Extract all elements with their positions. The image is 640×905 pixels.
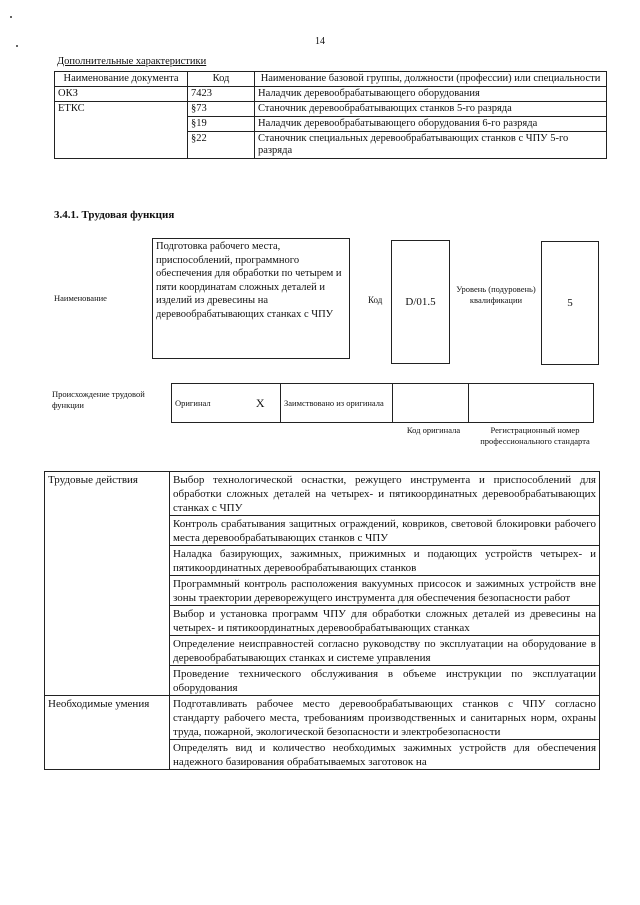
action-item: Выбор и установка программ ЧПУ для обработки сложных деталей из древесины на четырех- и пятикоординатных деревообрабатывающих станках — [170, 606, 600, 636]
qualification-level: 5 — [541, 241, 599, 365]
cell-code: §73 — [188, 102, 255, 117]
function-name: Подготовка рабочего места, приспособлений, программного обеспечения для обработки по четырем и пяти координатам сложных деталей и изделий из древесины на деревообрабатывающих станках с ЧПУ — [152, 238, 350, 359]
table-row — [45, 740, 600, 770]
table-row — [45, 546, 600, 576]
header-name: Наименование базовой группы, должности (профессии) или специальности — [255, 72, 607, 87]
cell-doc — [55, 117, 188, 132]
table-row — [45, 472, 600, 516]
action-item: Контроль срабатывания защитных ограждений, ковриков, световой блокировки рабочего места деревообрабатывающих станков с ЧПУ — [170, 516, 600, 546]
cell-name: Наладчик деревообрабатывающего оборудования — [255, 87, 607, 102]
cell-name: Станочник специальных деревообрабатывающих станков с ЧПУ 5-го разряда — [255, 132, 607, 159]
action-item: Проведение технического обслуживания в объеме инструкции по эксплуатации оборудования — [170, 666, 600, 696]
cell-code: 7423 — [188, 87, 255, 102]
origin-code-cell — [393, 384, 469, 423]
cell-doc — [55, 132, 188, 159]
additional-table — [54, 71, 607, 159]
scan-speck — [10, 16, 12, 18]
table-row — [45, 696, 600, 740]
cell-name: Станочник деревообрабатывающих станков 5-го разряда — [255, 102, 607, 117]
origin-table — [171, 383, 594, 423]
table-row — [45, 606, 600, 636]
origin-mark: X — [241, 384, 281, 423]
actions-label: Трудовые действия — [45, 472, 170, 516]
skill-item: Определять вид и количество необходимых зажимных устройств для обеспечения надежного базирования обрабатываемых заготовок на — [170, 740, 600, 770]
section-heading: 3.4.1. Трудовая функция — [54, 209, 175, 221]
action-item: Определение неисправностей согласно руководству по эксплуатации на оборудование в деревообрабатывающих станках и системе управления — [170, 636, 600, 666]
skill-item: Подготавливать рабочее место деревообрабатывающих станков с ЧПУ согласно стандарту рабочего места, требованиям производственных и санитарных норм, охраны труда, пожарной, экологической безопасности и электробезопасности — [170, 696, 600, 740]
action-item: Наладка базирующих, зажимных, прижимных и подающих устройств четырех- и пятикоординатных деревообрабатывающих станков — [170, 546, 600, 576]
table-row — [45, 666, 600, 696]
table-header-row — [55, 72, 607, 87]
skills-label: Необходимые умения — [45, 696, 170, 740]
cell-code: §19 — [188, 117, 255, 132]
origin-label: Происхождение трудовой функции — [52, 389, 145, 410]
header-code: Код — [188, 72, 255, 87]
additional-caption: Дополнительные характеристики — [57, 56, 207, 67]
action-item: Выбор технологической оснастки, режущего инструмента и приспособлений для обработки сложных деталей на четырех- и пятикоординатных деревообрабатывающих станках с ЧПУ — [170, 472, 600, 516]
original-code-caption: Код оригинала — [406, 425, 461, 435]
header-doc: Наименование документа — [55, 72, 188, 87]
registration-caption: Регистрационный номер профессионального стандарта — [480, 425, 590, 446]
table-row — [55, 102, 607, 117]
cell-name: Наладчик деревообрабатывающего оборудования 6-го разряда — [255, 117, 607, 132]
table-row — [45, 576, 600, 606]
cell-doc: ЕТКС — [55, 102, 188, 117]
origin-borrowed: Заимствовано из оригинала — [281, 384, 393, 423]
table-row — [55, 87, 607, 102]
action-item: Программный контроль расположения вакуумных присосок и зажимных устройств вне зоны траектории дереворежущего инструмента для обеспечения безопасности работ — [170, 576, 600, 606]
table-row — [45, 636, 600, 666]
cell-doc: ОКЗ — [55, 87, 188, 102]
code-label: Код — [368, 295, 383, 305]
level-label: Уровень (подуровень) квалификации — [456, 284, 536, 305]
function-code: D/01.5 — [391, 240, 450, 364]
cell-code: §22 — [188, 132, 255, 159]
table-row — [55, 132, 607, 159]
table-row — [45, 516, 600, 546]
origin-original: Оригинал — [172, 384, 241, 423]
main-table — [44, 471, 600, 770]
page-number: 14 — [315, 36, 325, 47]
origin-reg-cell — [469, 384, 594, 423]
name-label: Наименование — [54, 293, 107, 303]
table-row — [55, 117, 607, 132]
